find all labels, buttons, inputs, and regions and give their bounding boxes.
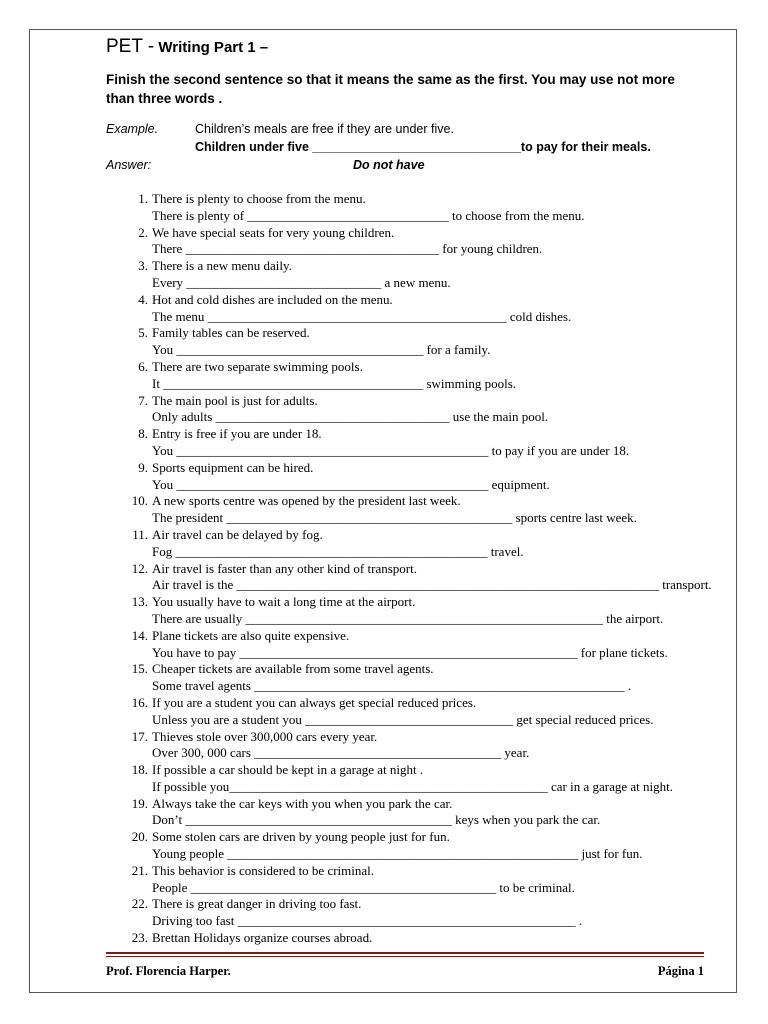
item-rewrite: Some travel agents _________________________________________________________ . bbox=[152, 678, 632, 694]
item-number: 8. bbox=[138, 426, 148, 442]
footer-divider bbox=[106, 952, 704, 954]
item-number: 10. bbox=[131, 493, 148, 509]
exercise-list bbox=[120, 191, 720, 947]
item-question: Thieves stole over 300,000 cars every year. bbox=[152, 728, 378, 744]
title-sub: Writing Part 1 – bbox=[154, 39, 269, 56]
item-question: If possible a car should be kept in a garage at night . bbox=[152, 762, 424, 778]
page-title bbox=[106, 36, 268, 58]
item-question: Family tables can be reserved. bbox=[152, 325, 310, 341]
item-question: There is great danger in driving too fast. bbox=[152, 896, 362, 912]
list-item bbox=[120, 426, 720, 460]
item-number: 14. bbox=[131, 627, 148, 643]
item-number: 11. bbox=[132, 526, 148, 542]
item-rewrite: Every ______________________________ a new menu. bbox=[152, 274, 451, 290]
list-item bbox=[120, 493, 720, 527]
list-item bbox=[120, 258, 720, 292]
example-sentence: Children’s meals are free if they are under five. bbox=[195, 122, 454, 136]
item-question: If you are a student you can always get special reduced prices. bbox=[152, 694, 477, 710]
item-question: Cheaper tickets are available from some travel agents. bbox=[152, 661, 434, 677]
example-rewrite: Children under five ______________________________to pay for their meals. bbox=[195, 140, 651, 154]
list-item bbox=[120, 225, 720, 259]
list-item bbox=[120, 359, 720, 393]
item-question: You usually have to wait a long time at the airport. bbox=[152, 594, 416, 610]
item-rewrite: Young people ______________________________________________________ just for fun. bbox=[152, 846, 643, 862]
item-rewrite: It ________________________________________ swimming pools. bbox=[152, 375, 517, 391]
item-question: This behavior is considered to be criminal. bbox=[152, 862, 375, 878]
item-rewrite: Only adults ____________________________________ use the main pool. bbox=[152, 409, 549, 425]
footer-page-number: Página 1 bbox=[657, 964, 704, 978]
list-item bbox=[120, 191, 720, 225]
item-question: There is plenty to choose from the menu. bbox=[152, 191, 366, 206]
list-item bbox=[120, 829, 720, 863]
item-question: Brettan Holidays organize courses abroad. bbox=[152, 930, 373, 946]
item-question: A new sports centre was opened by the president last week. bbox=[152, 493, 461, 509]
list-item bbox=[120, 762, 720, 796]
item-rewrite: People _______________________________________________ to be criminal. bbox=[152, 879, 575, 895]
item-question: Plane tickets are also quite expensive. bbox=[152, 627, 350, 643]
item-question: There are two separate swimming pools. bbox=[152, 358, 363, 374]
item-number: 2. bbox=[138, 224, 148, 240]
example-label: Example. bbox=[106, 122, 159, 136]
list-item bbox=[120, 527, 720, 561]
item-rewrite: The menu ______________________________________________ cold dishes. bbox=[152, 308, 572, 324]
item-number: 4. bbox=[138, 291, 148, 307]
item-rewrite: There are usually _______________________________________________________ the airport. bbox=[152, 610, 664, 626]
item-rewrite: If possible you_________________________________________________ car in a garage at night. bbox=[152, 778, 674, 794]
item-rewrite: There _______________________________________ for young children. bbox=[152, 241, 543, 257]
item-rewrite: The president ____________________________________________ sports centre last week. bbox=[152, 510, 637, 526]
instructions: Finish the second sentence so that it means the same as the first. You may use not more than three words . bbox=[106, 72, 675, 106]
item-question: Some stolen cars are driven by young people just for fun. bbox=[152, 829, 450, 845]
item-number: 5. bbox=[138, 325, 148, 341]
list-item bbox=[120, 796, 720, 830]
item-rewrite: Air travel is the _________________________________________________________________ transport. bbox=[152, 577, 712, 593]
list-item bbox=[120, 661, 720, 695]
footer-author: Prof. Florencia Harper. bbox=[106, 964, 231, 978]
item-number: 6. bbox=[138, 358, 148, 374]
item-number: 3. bbox=[138, 258, 148, 274]
list-item bbox=[120, 930, 720, 947]
item-question: Sports equipment can be hired. bbox=[152, 459, 314, 475]
item-question: Entry is free if you are under 18. bbox=[152, 426, 322, 442]
item-number: 19. bbox=[131, 795, 148, 811]
item-number: 7. bbox=[138, 392, 148, 408]
item-number: 9. bbox=[138, 459, 148, 475]
list-item bbox=[120, 460, 720, 494]
list-item bbox=[120, 561, 720, 595]
footer-divider-thin bbox=[106, 956, 704, 957]
item-number: 13. bbox=[131, 594, 148, 610]
item-number: 15. bbox=[131, 661, 148, 677]
list-item bbox=[120, 594, 720, 628]
title-main: PET - bbox=[106, 36, 155, 57]
list-item bbox=[120, 628, 720, 662]
item-rewrite: Fog ________________________________________________ travel. bbox=[152, 543, 524, 559]
item-rewrite: You ________________________________________________ to pay if you are under 18. bbox=[152, 442, 630, 458]
item-rewrite: Driving too fast ____________________________________________________ . bbox=[152, 913, 583, 929]
item-question: Hot and cold dishes are included on the menu. bbox=[152, 291, 393, 307]
item-number: 16. bbox=[131, 694, 148, 710]
list-item bbox=[120, 896, 720, 930]
item-number: 23. bbox=[131, 930, 148, 946]
item-number: 18. bbox=[131, 762, 148, 778]
item-number: 1. bbox=[138, 191, 148, 206]
item-number: 21. bbox=[131, 862, 148, 878]
item-rewrite: There is plenty of _______________________________ to choose from the menu. bbox=[152, 207, 585, 223]
item-number: 17. bbox=[131, 728, 148, 744]
item-rewrite: Over 300, 000 cars ______________________________________ year. bbox=[152, 745, 530, 761]
list-item bbox=[120, 863, 720, 897]
list-item bbox=[120, 393, 720, 427]
item-rewrite: Don’t _________________________________________ keys when you park the car. bbox=[152, 812, 601, 828]
item-number: 20. bbox=[131, 829, 148, 845]
item-question: Always take the car keys with you when you park the car. bbox=[152, 795, 453, 811]
list-item bbox=[120, 292, 720, 326]
item-question: There is a new menu daily. bbox=[152, 258, 292, 274]
item-question: We have special seats for very young children. bbox=[152, 224, 395, 240]
item-number: 12. bbox=[131, 560, 148, 576]
list-item bbox=[120, 325, 720, 359]
item-rewrite: You ______________________________________ for a family. bbox=[152, 342, 491, 358]
item-rewrite: Unless you are a student you ________________________________ get special reduced prices. bbox=[152, 711, 654, 727]
item-rewrite: You have to pay ____________________________________________________ for plane tickets. bbox=[152, 644, 668, 660]
list-item bbox=[120, 695, 720, 729]
answer-text: Do not have bbox=[353, 158, 425, 172]
list-item bbox=[120, 729, 720, 763]
item-rewrite: You ________________________________________________ equipment. bbox=[152, 476, 550, 492]
item-question: Air travel is faster than any other kind of transport. bbox=[152, 560, 417, 576]
item-question: Air travel can be delayed by fog. bbox=[152, 526, 323, 542]
item-question: The main pool is just for adults. bbox=[152, 392, 318, 408]
item-number: 22. bbox=[131, 896, 148, 912]
answer-label: Answer: bbox=[106, 158, 152, 172]
